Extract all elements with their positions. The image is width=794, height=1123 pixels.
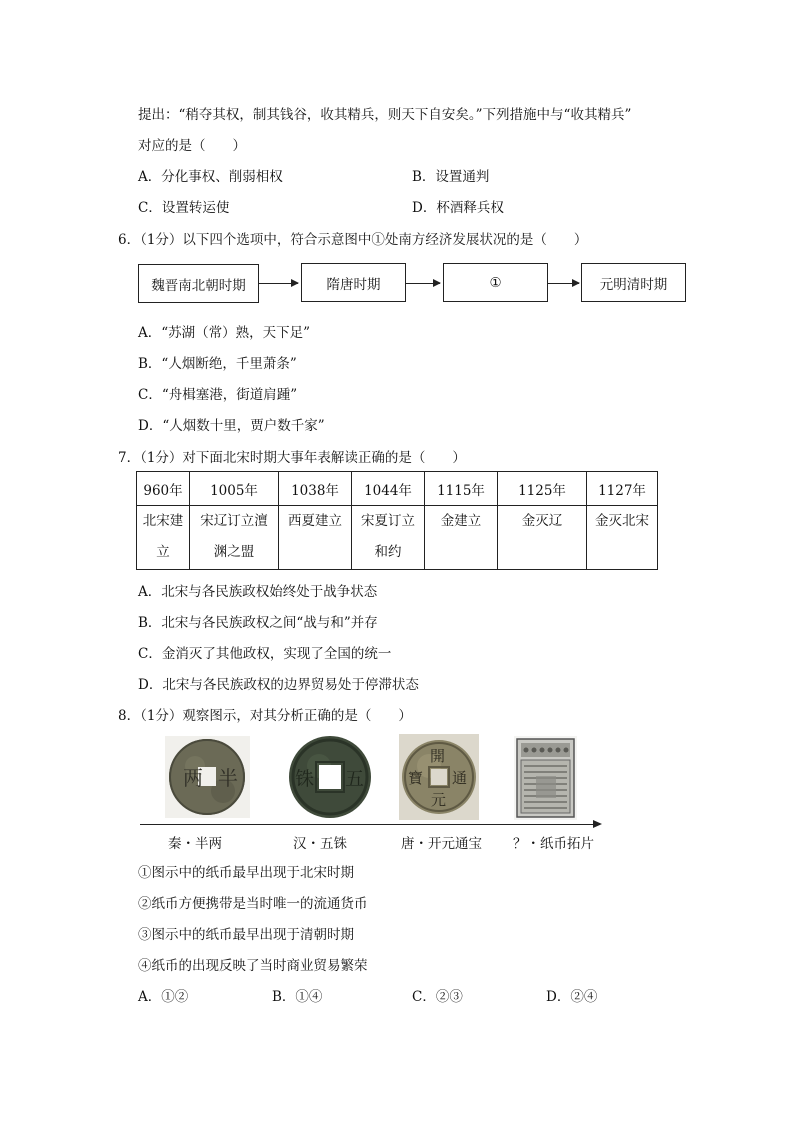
svg-text:通: 通: [452, 769, 468, 787]
caption-paper-money: ？・纸币拓片: [513, 836, 594, 852]
table-cell-year: 1127年: [587, 472, 658, 506]
flow-box-weijin: 魏晋南北朝时期: [138, 264, 259, 303]
q5-stem-line2: 对应的是（ ）: [138, 138, 246, 154]
table-cell-event: 北宋建 立: [137, 506, 190, 570]
caption-tang: 唐・开元通宝: [401, 836, 482, 852]
svg-text:開: 開: [430, 747, 446, 765]
q8-statement-2: ②纸币方便携带是当时唯一的流通货币: [138, 896, 368, 912]
q6-option-c[interactable]: C．“舟楫塞港，街道肩踵”: [138, 387, 298, 403]
q8-option-a[interactable]: A．①②: [138, 989, 189, 1005]
banliang-coin-image: [165, 736, 250, 818]
flow-box-yuanmingqing: 元明清时期: [581, 263, 686, 302]
table-cell-event: 宋辽订立澶 渊之盟: [190, 506, 279, 570]
table-cell-year: 1125年: [498, 472, 587, 506]
table-cell-event: 西夏建立: [279, 506, 352, 570]
q6-stem: 6．（1分）以下四个选项中，符合示意图中①处南方经济发展状况的是（ ）: [118, 232, 588, 248]
q5-stem-line1: 提出：“稍夺其权，制其钱谷，收其精兵，则天下自安矣。”下列措施中与“收其精兵”: [138, 107, 632, 123]
flow-box-blank: ①: [443, 263, 548, 302]
q7-stem: 7．（1分）对下面北宋时期大事年表解读正确的是（ ）: [118, 450, 466, 466]
flow-box-suitang: 隋唐时期: [301, 263, 406, 302]
svg-text:铢: 铢: [295, 768, 315, 790]
q7-option-a[interactable]: A．北宋与各民族政权始终处于战争状态: [138, 584, 378, 600]
q7-option-b[interactable]: B．北宋与各民族政权之间“战与和”并存: [138, 615, 378, 631]
flow-arrow-1: [258, 283, 298, 284]
wuzhu-coin-image: [281, 734, 379, 820]
table-row-years: [137, 472, 658, 506]
q8-statement-3: ③图示中的纸币最早出现于清朝时期: [138, 927, 354, 943]
table-cell-event: 金灭辽: [498, 506, 587, 570]
table-cell-event: 宋夏订立 和约: [352, 506, 425, 570]
q8-statement-4: ④纸币的出现反映了当时商业贸易繁荣: [138, 958, 368, 974]
table-row-events: [137, 506, 658, 570]
q7-option-d[interactable]: D．北宋与各民族政权的边界贸易处于停滞状态: [138, 677, 419, 693]
q5-option-b[interactable]: B．设置通判: [412, 169, 490, 185]
svg-text:寶: 寶: [408, 769, 424, 787]
table-cell-year: 1115年: [425, 472, 498, 506]
svg-text:五: 五: [345, 768, 365, 790]
table-cell-year: 1044年: [352, 472, 425, 506]
q8-timeline-axis: [140, 824, 600, 825]
table-cell-year: 1038年: [279, 472, 352, 506]
svg-text:元: 元: [431, 791, 447, 809]
q8-option-b[interactable]: B．①④: [272, 989, 323, 1005]
kaiyuan-coin-image: [399, 734, 479, 820]
q8-statement-1: ①图示中的纸币最早出现于北宋时期: [138, 865, 354, 881]
paper-money-rubbing-image: [514, 736, 577, 820]
q5-option-a[interactable]: A．分化事权、削弱相权: [138, 169, 283, 185]
caption-qin: 秦・半两: [168, 836, 222, 852]
q7-option-c[interactable]: C．金消灭了其他政权，实现了全国的统一: [138, 646, 392, 662]
q5-option-d[interactable]: D．杯酒释兵权: [412, 200, 504, 216]
table-cell-event: 金灭北宋: [587, 506, 658, 570]
q6-option-d[interactable]: D．“人烟数十里，贾户数千家”: [138, 418, 325, 434]
flow-arrow-2: [405, 283, 440, 284]
svg-text:半: 半: [218, 766, 238, 790]
table-cell-year: 1005年: [190, 472, 279, 506]
flow-arrow-3: [547, 283, 579, 284]
q8-stem: 8．（1分）观察图示，对其分析正确的是（ ）: [118, 708, 412, 724]
q8-option-c[interactable]: C．②③: [412, 989, 463, 1005]
table-cell-event: 金建立: [425, 506, 498, 570]
q8-option-d[interactable]: D．②④: [546, 989, 598, 1005]
svg-text:两: 两: [183, 766, 203, 790]
q7-events-table: [136, 471, 658, 570]
q6-option-b[interactable]: B．“人烟断绝，千里萧条”: [138, 356, 297, 372]
caption-han: 汉・五铢: [293, 836, 347, 852]
table-cell-year: 960年: [137, 472, 190, 506]
q6-option-a[interactable]: A．“苏湖（常）熟，天下足”: [138, 325, 311, 341]
q5-option-c[interactable]: C．设置转运使: [138, 200, 230, 216]
